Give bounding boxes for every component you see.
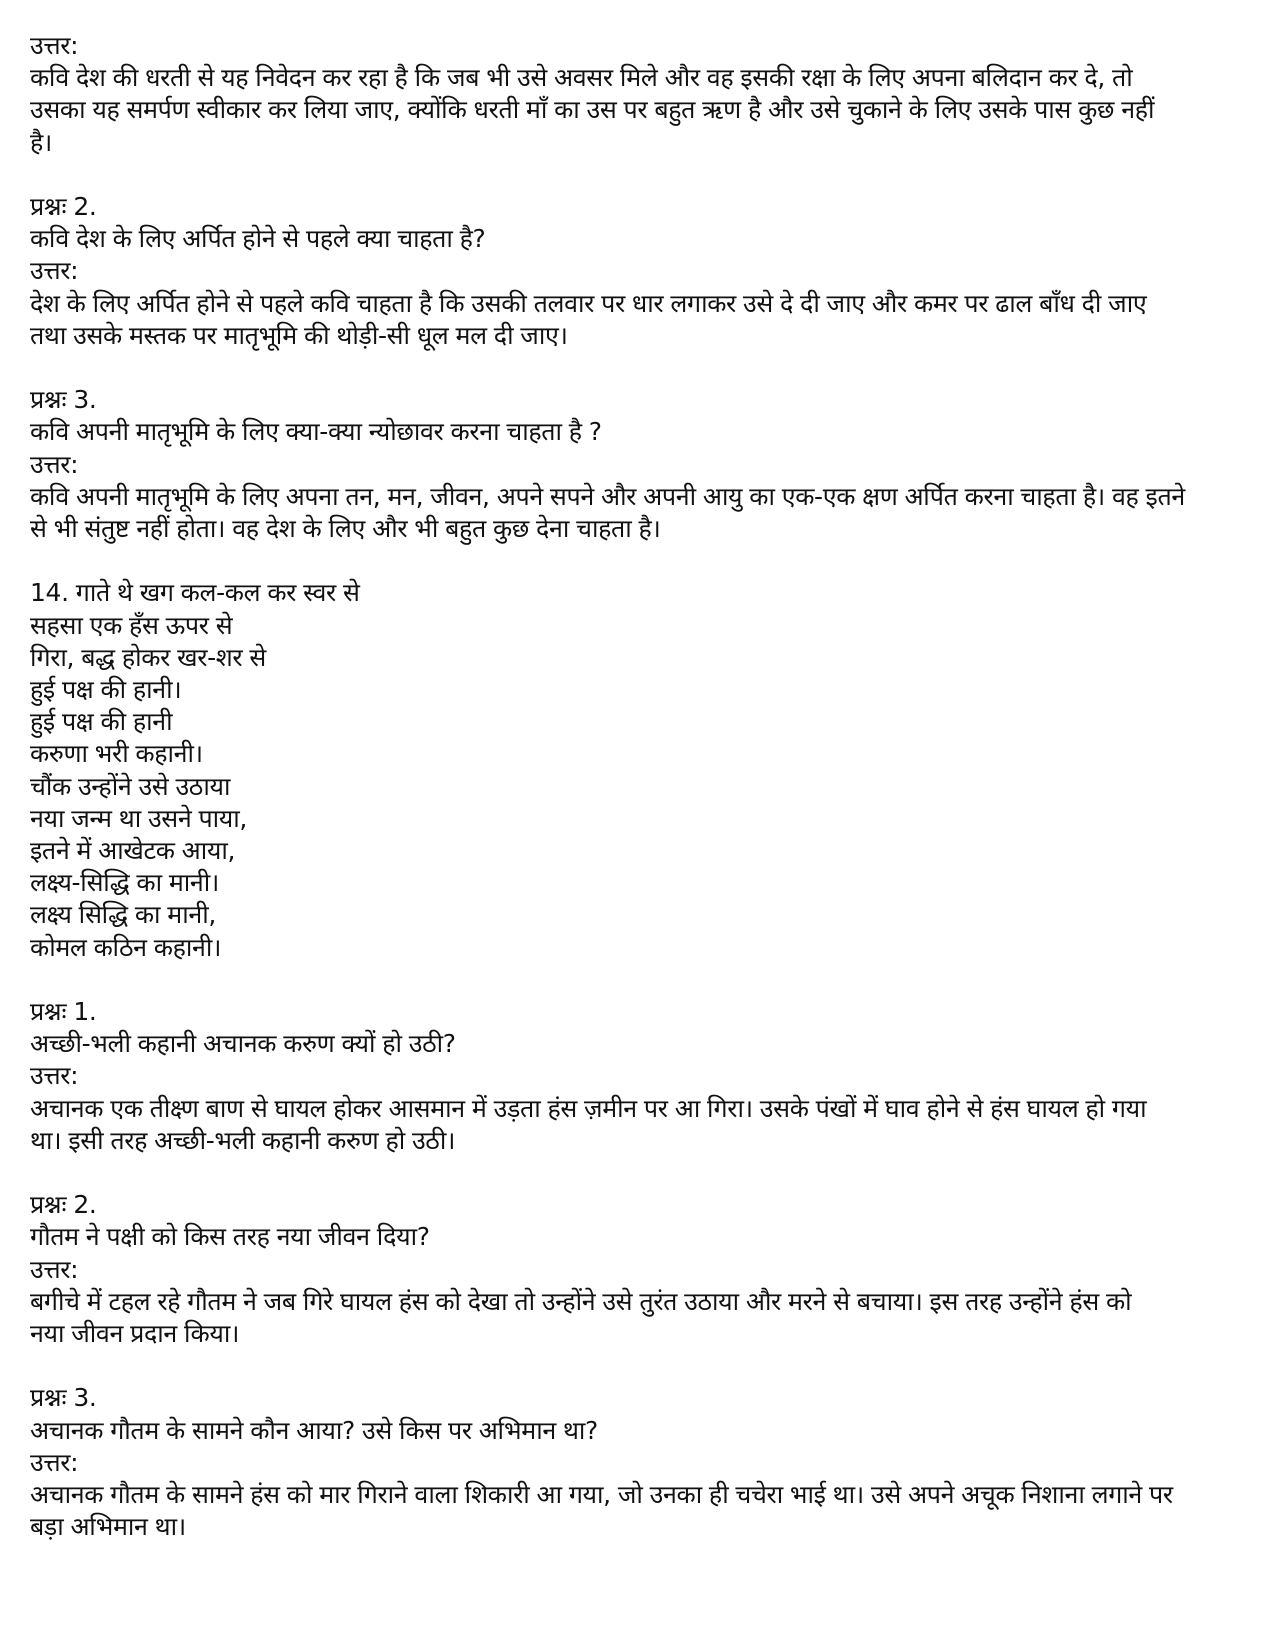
poem-line: करुणा भरी कहानी।	[30, 739, 203, 769]
answer-line: से भी संतुष्ट नहीं होता। वह देश के लिए और भी बहुत कुछ देना चाहता है।	[30, 514, 661, 544]
poem-line: गिरा, बद्ध होकर खर-शर से	[30, 642, 266, 672]
question-label: प्रश्नः 2.	[30, 192, 97, 221]
qa-block	[30, 384, 1260, 545]
qa-block	[30, 996, 1260, 1157]
answer-line: नया जीवन प्रदान किया।	[30, 1319, 240, 1349]
answer-label: उत्तर:	[30, 1061, 79, 1091]
paragraph-gap	[30, 545, 1260, 577]
paragraph-gap	[30, 1157, 1260, 1189]
answer-label: उत्तर:	[30, 449, 79, 479]
poem-line: नया जन्म था उसने पाया,	[30, 803, 248, 833]
document-page	[30, 30, 1260, 1543]
poem-line: चौंक उन्होंने उसे उठाया	[30, 771, 231, 801]
poem-line: लक्ष्य सिद्धि का मानी,	[30, 900, 216, 930]
qa-block	[30, 1382, 1260, 1543]
answer-line: देश के लिए अर्पित होने से पहले कवि चाहता है कि उसकी तलवार पर धार लगाकर उसे दे दी जाए और कमर पर ढाल बाँध दी जाए	[30, 288, 1147, 318]
answer-label: उत्तर:	[30, 1254, 79, 1284]
qa-block	[30, 1189, 1260, 1350]
paragraph-gap	[30, 159, 1260, 191]
poem-line: हुई पक्ष की हानी।	[30, 675, 182, 705]
poem-line: इतने में आखेटक आया,	[30, 836, 236, 866]
poem-block	[30, 577, 1260, 963]
poem-line: लक्ष्य-सिद्धि का मानी।	[30, 868, 220, 898]
poem-line: हुई पक्ष की हानी	[30, 707, 173, 737]
question-label: प्रश्नः 3.	[30, 385, 97, 415]
paragraph-gap	[30, 964, 1260, 996]
answer-label: उत्तर:	[30, 256, 79, 286]
qa-block	[30, 191, 1260, 352]
question-label: प्रश्नः 2.	[30, 1190, 97, 1220]
question-text: अच्छी-भली कहानी अचानक करुण क्यों हो उठी?	[30, 1029, 456, 1059]
answer-line: था। इसी तरह अच्छी-भली कहानी करुण हो उठी।	[30, 1125, 456, 1155]
answer-line: तथा उसके मस्तक पर मातृभूमि की थोड़ी-सी धूल मल दी जाए।	[30, 320, 568, 350]
answer-line: बड़ा अभिमान था।	[30, 1512, 186, 1542]
paragraph-gap	[30, 1350, 1260, 1382]
answer-label: उत्तर:	[30, 31, 79, 60]
poem-line: कोमल कठिन कहानी।	[30, 932, 222, 962]
answer-line: कवि देश की धरती से यह निवेदन कर रहा है कि जब भी उसे अवसर मिले और वह इसकी रक्षा के लिए अपना बलिदान कर दे, तो	[30, 63, 1133, 93]
answer-line: उसका यह समर्पण स्वीकार कर लिया जाए, क्योंकि धरती माँ का उस पर बहुत ऋण है और उसे चुकाने के लिए उसके पास कुछ नहीं	[30, 95, 1155, 125]
answer-line: है।	[30, 127, 53, 157]
answer-label: उत्तर:	[30, 1447, 79, 1477]
question-label: प्रश्नः 1.	[30, 997, 97, 1027]
question-text: कवि देश के लिए अर्पित होने से पहले क्या चाहता है?	[30, 224, 486, 254]
answer-line: अचानक गौतम के सामने हंस को मार गिराने वाला शिकारी आ गया, जो उनका ही चचेरा भाई था। उसे अपने अचूक निशाना लगाने पर	[30, 1480, 1173, 1510]
paragraph-gap	[30, 352, 1260, 384]
qa-block	[30, 30, 1260, 159]
question-text: गौतम ने पक्षी को किस तरह नया जीवन दिया?	[30, 1222, 430, 1252]
question-text: अचानक गौतम के सामने कौन आया? उसे किस पर अभिमान था?	[30, 1415, 598, 1445]
answer-line: अचानक एक तीक्ष्ण बाण से घायल होकर आसमान में उड़ता हंस ज़मीन पर आ गिरा। उसके पंखों में घाव होने से हंस घायल हो गया	[30, 1093, 1147, 1123]
answer-line: कवि अपनी मातृभूमि के लिए अपना तन, मन, जीवन, अपने सपने और अपनी आयु का एक-एक क्षण अर्पित करना चाहता है। वह इतने	[30, 481, 1185, 511]
answer-line: बगीचे में टहल रहे गौतम ने जब गिरे घायल हंस को देखा तो उन्होंने उसे तुरंत उठाया और मरने से बचाया। इस तरह उन्होंने हंस को	[30, 1286, 1132, 1316]
question-text: कवि अपनी मातृभूमि के लिए क्या-क्या न्योछावर करना चाहता है ?	[30, 417, 602, 447]
question-label: प्रश्नः 3.	[30, 1383, 97, 1413]
poem-line: सहसा एक हँस ऊपर से	[30, 610, 233, 640]
poem-line: 14. गाते थे खग कल-कल कर स्वर से	[30, 578, 360, 608]
